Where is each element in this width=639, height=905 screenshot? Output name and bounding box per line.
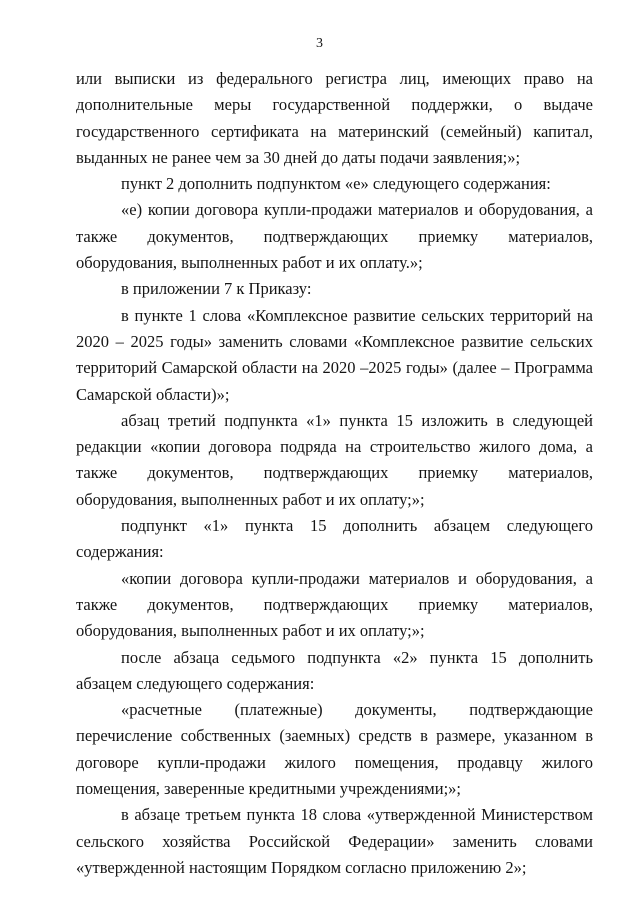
paragraph-15-subitem-1: абзац третий подпункта «1» пункта 15 изложить в следующей редакции «копии договора подряда на строительство жилого дома, а также документов, подтверждающих приемку материалов, оборудования, выполненных работ и их оплату;»; xyxy=(76,410,593,509)
paragraph-appendix-7: в приложении 7 к Приказу: xyxy=(121,279,312,299)
paragraph-item-2: пункт 2 дополнить подпунктом «е» следующего содержания: xyxy=(121,174,551,194)
paragraph-item-1-program: в пункте 1 слова «Комплексное развитие сельских территорий на 2020 – 2025 годы» заменить словами «Комплексное развитие сельских территорий Самарской области на 2020 –2025 годы» (далее – Программа Самарской области)»; xyxy=(76,305,593,404)
paragraph-15-subitem-2: после абзаца седьмого подпункта «2» пункта 15 дополнить абзацем следующего содержания: xyxy=(76,647,593,693)
document-body xyxy=(76,66,593,881)
paragraph-item-e: «е) копии договора купли-продажи материалов и оборудования, а также документов, подтверждающих приемку материалов, оборудования, выполненных работ и их оплату.»; xyxy=(76,200,593,273)
paragraph-continuation: или выписки из федерального регистра лиц, имеющих право на дополнительные меры государственной поддержки, о выдаче государственного сертификата на материнский (семейный) капитал, выданных не ранее чем за 30 дней до даты подачи заявления;»; xyxy=(76,69,593,167)
page-number: 3 xyxy=(316,36,323,51)
paragraph-item-18: в абзаце третьем пункта 18 слова «утвержденной Министерством сельского хозяйства Российской Федерации» заменить словами «утвержденной настоящим Порядком согласно приложению 2»; xyxy=(76,805,593,877)
paragraph-payment-documents: «расчетные (платежные) документы, подтверждающие перечисление собственных (заемных) средств в размере, указанном в договоре купли-продажи жилого помещения, продавцу жилого помещения, заверенные кредитными учреждениями;»; xyxy=(76,700,593,799)
paragraph-15-add-paragraph: подпункт «1» пункта 15 дополнить абзацем следующего содержания: xyxy=(76,516,593,562)
paragraph-purchase-contract: «копии договора купли-продажи материалов и оборудования, а также документов, подтверждающих приемку материалов, оборудования, выполненных работ и их оплату;»; xyxy=(76,568,593,641)
